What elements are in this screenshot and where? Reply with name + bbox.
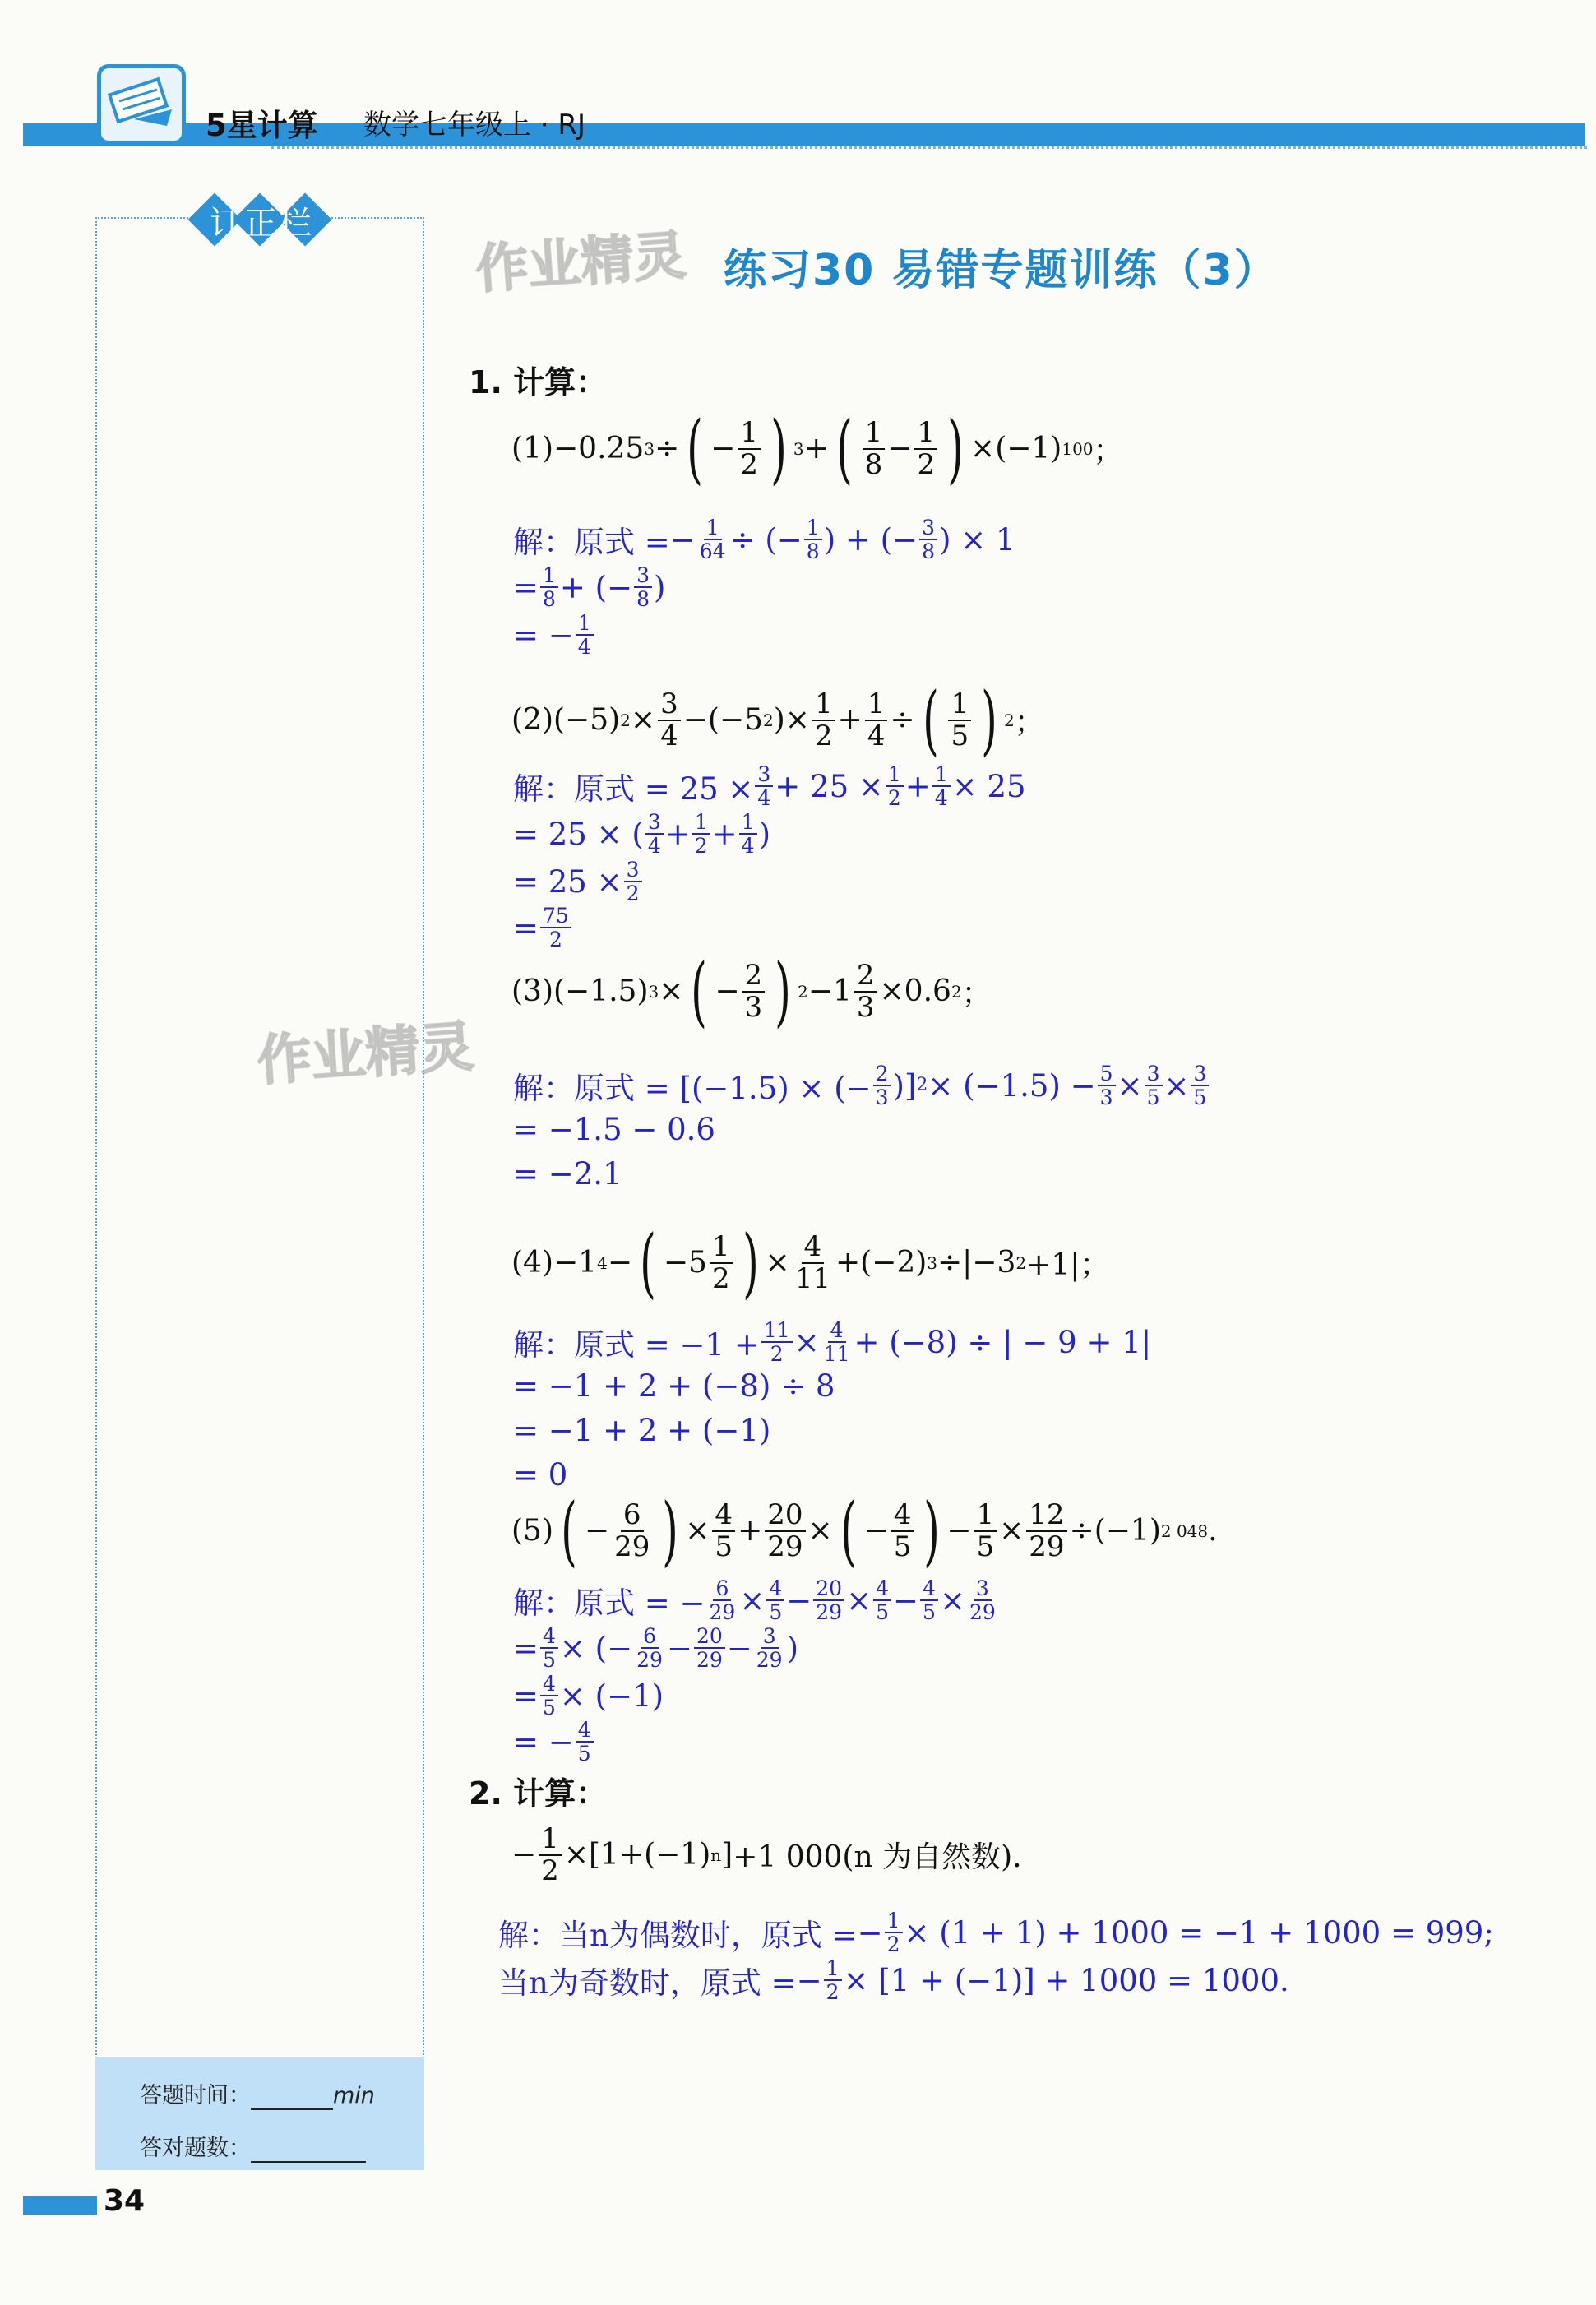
answer-2-even-tail: × (1 + 1) + 1000 = −1 + 1000 = 999;	[904, 1914, 1494, 1951]
problem-1-3-label: (3)	[511, 974, 553, 1009]
watermark-top: 作业精灵	[474, 225, 688, 301]
book-logo-icon	[97, 64, 186, 145]
problem-2-tail: +1 000(n 为自然数).	[733, 1840, 1022, 1875]
exercise-title: 练习30 易错专题训练（3）	[724, 246, 1279, 295]
answer-1-1-line-1: 解：原式 = − $\frac{1}{64}$ ÷ (− 1 8 ) + (− 3 8 ) × 1	[513, 516, 1015, 563]
problem-1-3: (3) (−1.5) 3 × ( − 2 3 ) 2 −1 2 3 ×0.6 2 ；	[511, 947, 992, 1035]
problem-1-2-label: (2)	[511, 703, 553, 738]
answer-time-label: 答题时间：	[140, 2083, 251, 2108]
answer-1-2-line-3: = 25 × 3 2	[513, 859, 644, 905]
answer-1-3-line-2: = −1.5 − 0.6	[513, 1112, 715, 1147]
answer-1-2-line-2: = 25 × ( 3 4 + 1 2 + 1 4 )	[513, 810, 770, 858]
page-number: 34	[104, 2184, 146, 2218]
answer-1-1-prefix: 解：原式 =	[513, 525, 670, 560]
page-number-bar	[23, 2196, 97, 2215]
problem-1-5-label: (5)	[511, 1514, 553, 1548]
answer-time-row	[140, 2077, 375, 2110]
answer-1-1-line-3: = − 1 4	[513, 612, 595, 658]
correct-count-row	[140, 2130, 366, 2163]
problem-1-4-label: (4)	[511, 1246, 553, 1280]
answer-1-5-line-1: 解：原式 = − 6 29 × 4 5 − 20 29 × 4 5 − 4 5 × 3 29	[513, 1576, 996, 1624]
question-2-heading: 2. 计算：	[469, 1775, 608, 1812]
answer-time-unit: min	[333, 2083, 375, 2108]
answer-1-4-line-3: = −1 + 2 + (−1)	[513, 1413, 771, 1448]
answer-1-1-line-2: = 1 8 + (− 3 8 )	[513, 563, 666, 611]
correction-column	[95, 217, 424, 2170]
watermark-middle: 作业精灵	[255, 1014, 476, 1094]
book-title: 5星计算	[206, 108, 318, 143]
answer-1-5-line-3: = 4 5 × (−1)	[513, 1672, 664, 1719]
answer-2-even-prefix: 解：当n为偶数时，原式 =	[498, 1918, 858, 1953]
header-dotted-rule	[271, 146, 1587, 149]
answer-1-2-line-1: 解：原式 = 25 × 3 4 + 25 × 1 2 + 1 4 × 25	[513, 762, 1026, 810]
problem-1-2: (2) (−5) 2 × 3 4 −(−5 2 )× 1 2 + 1 4 ÷ ( 1 5 ) 2 ；	[511, 675, 1044, 764]
answer-1-4-line-1: 解：原式 = −1 + 11 2 × 4 11 + (−8) ÷ | − 9 + 1|	[513, 1318, 1152, 1366]
answer-1-2-line-4: = 75 2	[513, 905, 573, 951]
problem-1-1-label: (1)	[511, 432, 553, 466]
answer-1-4-line-2: = −1 + 2 + (−8) ÷ 8	[513, 1368, 835, 1404]
answer-2-odd-tail: × [1 + (−1)] + 1000 = 1000.	[843, 1962, 1289, 1998]
sidebar-title: 订正栏	[210, 205, 313, 243]
correct-count-blank[interactable]	[251, 2136, 366, 2163]
answer-time-blank[interactable]	[251, 2083, 333, 2110]
problem-1-5: (5) ( − 6 29 ) × 4 5 + 20 29 × ( − 4 5 ) − 1 5 × 12 29 ÷(−1) 2 048 .	[511, 1486, 1218, 1575]
answer-2-line-2: 当n为奇数时，原式 = − $\frac{1}{2}$ × [1 + (−1)] + 1000 = 1000.	[498, 1956, 1289, 2004]
answer-1-3-line-3: = −2.1	[513, 1156, 622, 1192]
problem-1-1: (1) −0.25 3 ÷ ( − 1 2 ) 3 + ( 1 8 − 1 2 ) ×(−1) 100 ；	[511, 404, 1123, 493]
answer-1-3-line-1: 解：原式 = [(−1.5) × (− 2 3 )] 2 × (−1.5) − 5 3 × 3 5 × 3 5	[513, 1062, 1210, 1109]
book-subtitle: 数学七年级上 · RJ	[363, 109, 586, 141]
answer-1-5-line-4: = − 4 5	[513, 1719, 595, 1765]
answer-2-line-1: 解：当n为偶数时，原式 = − $\frac{1}{2}$ × (1 + 1) + 1000 = −1 + 1000 = 999;	[498, 1909, 1494, 1956]
question-1-heading: 1. 计算：	[469, 364, 608, 400]
problem-2: − 1 2 ×[1+(−1) n ] +1 000(n 为自然数).	[511, 1822, 1022, 1887]
problem-1-4: (4) −1 4 − ( −5 1 2 ) × 4 11 +(−2) 3 ÷|−3 2 +1|；	[511, 1218, 1110, 1307]
answer-1-5-line-2: = 4 5 × (− 6 29 − 20 29 − 3 29 )	[513, 1624, 799, 1672]
answer-1-4-line-4: = 0	[513, 1457, 568, 1493]
answer-2-odd-prefix: 当n为奇数时，原式 =	[498, 1965, 797, 2001]
correct-count-label: 答对题数：	[140, 2136, 251, 2161]
